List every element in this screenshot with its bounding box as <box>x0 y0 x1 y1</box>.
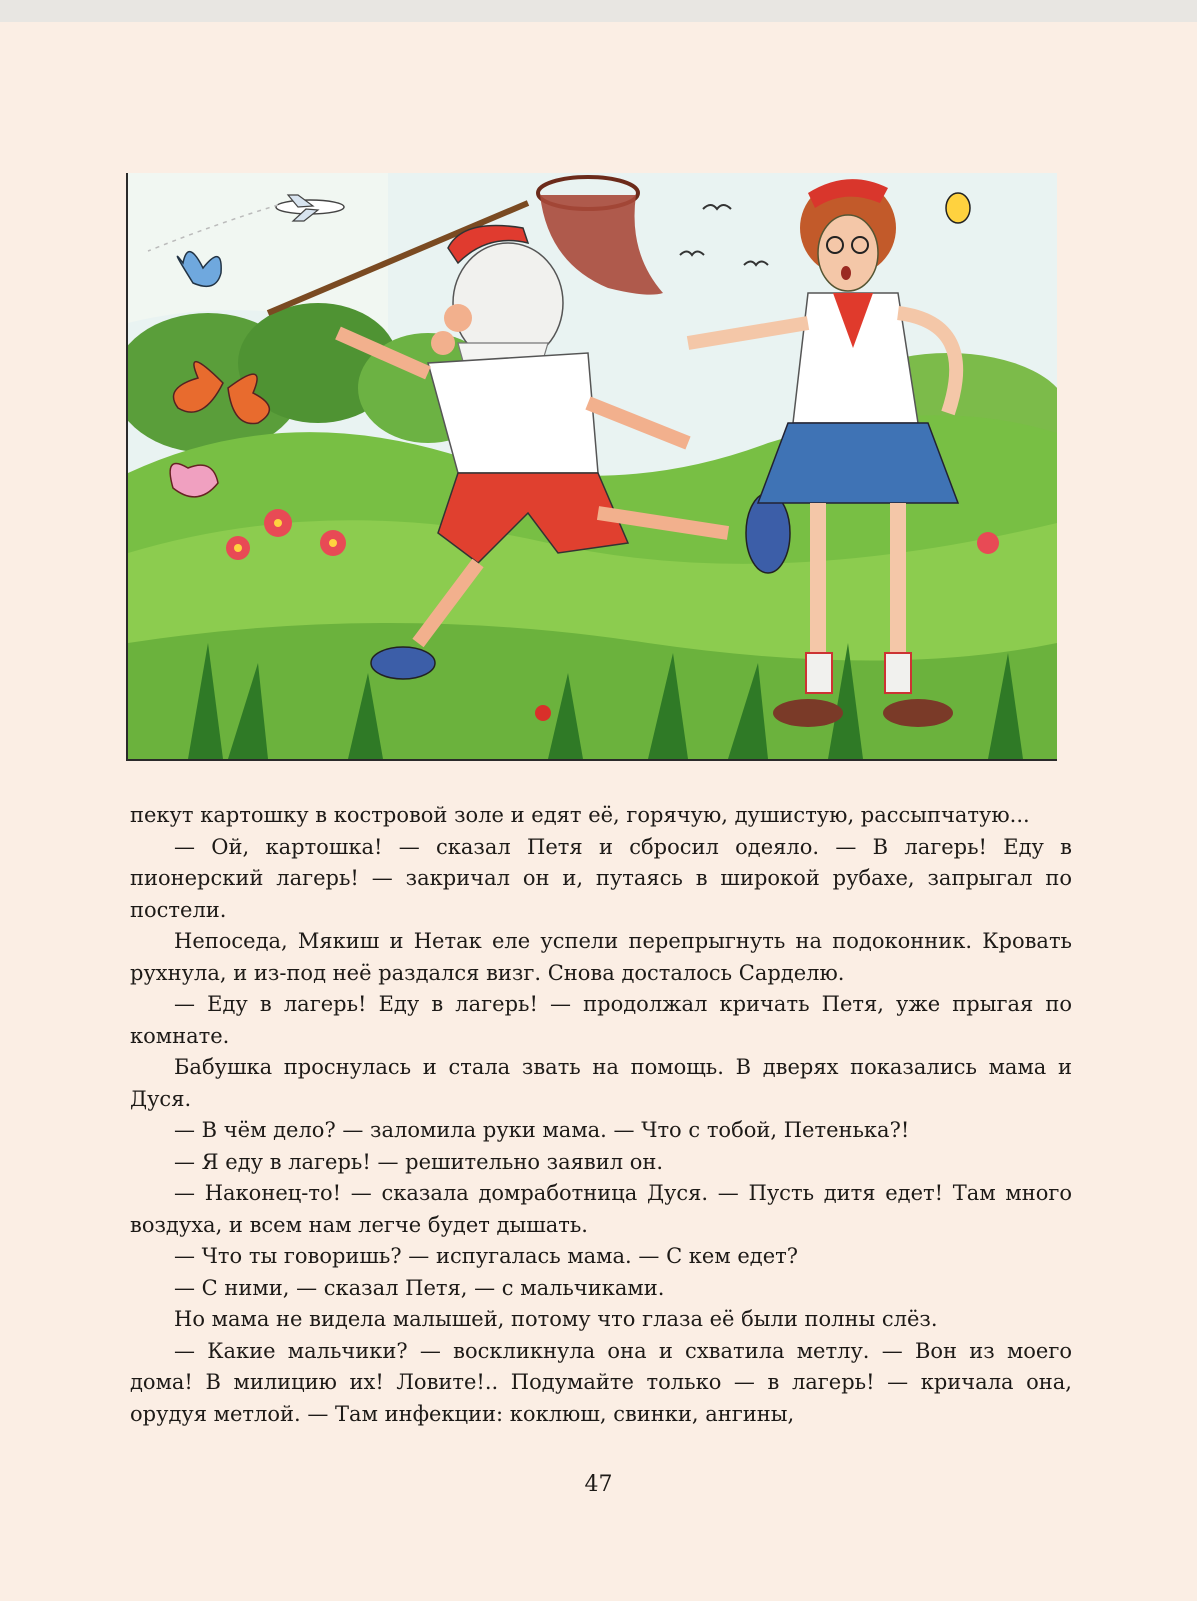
illustration <box>126 173 1057 761</box>
paragraph: — Наконец-то! — сказала домработница Дуся. — Пусть дитя едет! Там много воздуха, и всем нам легче будет дышать. <box>130 1181 1072 1237</box>
book-page <box>0 22 1197 1601</box>
bee-icon <box>946 193 970 223</box>
body-text <box>130 800 1072 1430</box>
paragraph: — Еду в лагерь! Еду в лагерь! — продолжал кричать Петя, уже прыгая по комнате. <box>130 992 1072 1048</box>
paragraph: Бабушка проснулась и стала звать на помощь. В дверях показались мама и Дуся. <box>130 1055 1072 1111</box>
paragraph: — Какие мальчики? — воскликнула она и схватила метлу. — Вон из моего дома! В милицию их! Ловите!.. Подумайте только — в лагерь! — кричала она, орудуя метлой. — Там инфекции: коклюш, свинки, ангины, <box>130 1338 1072 1426</box>
paragraph: пекут картошку в костровой золе и едят её, горячую, душистую, рассыпчатую... <box>130 803 1030 827</box>
paragraph: — Ой, картошка! — сказал Петя и сбросил одеяло. — В лагерь! Еду в пионерский лагерь! — закричал он и, путаясь в широкой рубахе, запрыгал по постели. <box>130 834 1072 922</box>
paragraph: — Что ты говоришь? — испугалась мама. — С кем едет? <box>174 1244 799 1268</box>
paragraph: — В чём дело? — заломила руки мама. — Что с тобой, Петенька?! <box>174 1118 910 1142</box>
paragraph: — С ними, — сказал Петя, — с мальчиками. <box>174 1275 665 1300</box>
paragraph: — Я еду в лагерь! — решительно заявил он. <box>174 1149 664 1174</box>
page-number: 47 <box>584 1472 613 1497</box>
paragraph: Непоседа, Мякиш и Нетак еле успели перепрыгнуть на подоконник. Кровать рухнула, и из-под неё раздался визг. Снова досталось Сарделю. <box>130 929 1072 985</box>
illustration-art <box>128 173 1057 759</box>
paragraph: Но мама не видела малышей, потому что глаза её были полны слёз. <box>174 1307 938 1331</box>
